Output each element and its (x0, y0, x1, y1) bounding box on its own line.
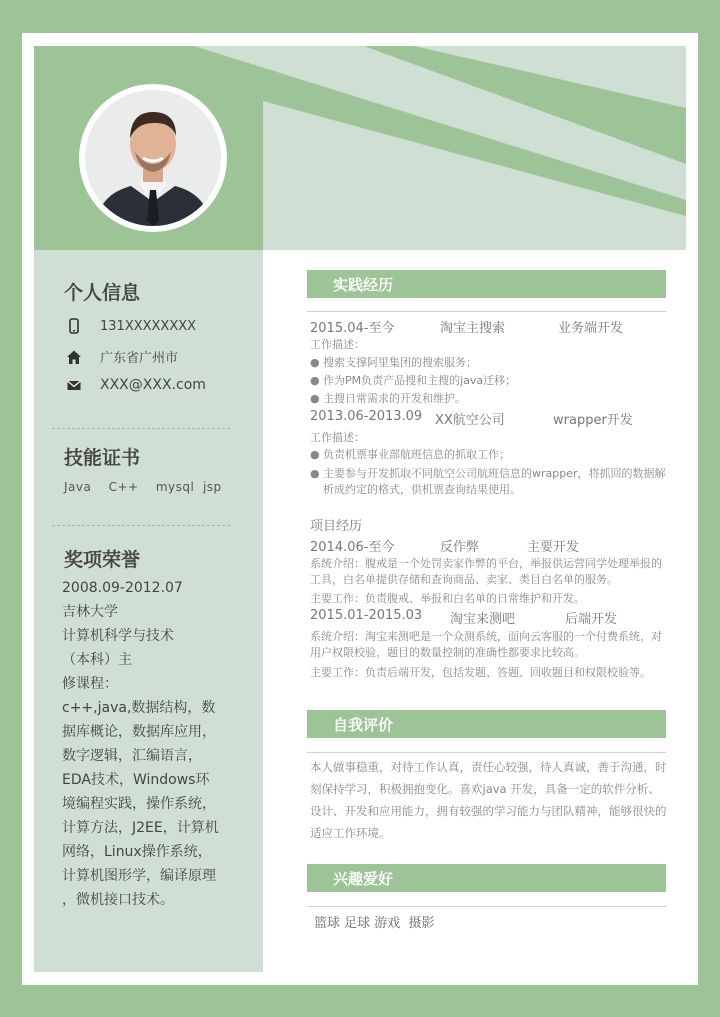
awards-title: 奖项荣誉 (64, 549, 141, 571)
education-line: 修课程： (62, 676, 118, 692)
project-intro: 系统介绍：腹戒是一个处罚卖家作弊的平台，举报供运营同学处理举报的工具，白名单提供存储和查询商品、卖家、类目白名单的服务。 (310, 557, 662, 586)
divider (307, 752, 666, 753)
project-date: 2015.01-2015.03 (310, 608, 423, 623)
divider (307, 311, 666, 312)
address-row (66, 347, 178, 366)
phone-number: 131XXXXXXXX (100, 318, 197, 334)
job-date: 2015.04-至今 (310, 321, 395, 336)
phone-icon (66, 318, 82, 334)
person-photo-icon (85, 90, 221, 226)
divider (307, 906, 666, 907)
avatar (79, 84, 227, 232)
email: XXX@XXX.com (100, 377, 206, 393)
project-date: 2014.06-至今 (310, 540, 395, 555)
job-company: 淘宝主搜索 (440, 321, 506, 336)
job-bullet: ● 主搜日常需求的开发和维护。 (310, 392, 466, 405)
email-row (66, 377, 206, 393)
job-bullet: ● 作为PM负责产品搜和主搜的java迁移； (310, 374, 517, 387)
project-name: 反作弊 (440, 540, 480, 555)
education-line: 计算机科学与技术 (62, 628, 174, 644)
job-company: XX航空公司 (435, 413, 505, 428)
education-line: （本科）主 (62, 652, 132, 668)
education-line: 据库概论，数据库应用， (62, 724, 216, 740)
job-role: 业务端开发 (558, 321, 624, 336)
project-name: 淘宝来测吧 (450, 612, 516, 627)
skills-list: Java C++ mysql jsp (64, 480, 222, 494)
hobby-title: 兴趣爱好 (333, 870, 394, 888)
job-row (310, 317, 623, 336)
self-eval-title-bar (307, 710, 666, 738)
hobby-text: 篮球 足球 游戏 摄影 (314, 916, 435, 931)
job-desc-label: 工作描述： (310, 338, 365, 351)
education-line: EDA技术，Windows环 (62, 772, 210, 788)
project-intro: 系统介绍：淘宝来测吧是一个众测系统，面向云客服的一个付费系统，对用户权限校验，题目的数量控制的准确性都要求比较高。 (310, 630, 662, 659)
self-eval-text: 本人做事稳重，对待工作认真，责任心较强，待人真诚，善于沟通，时刻保持学习，积极拥抱变化。喜欢java 开发，具备一定的软件分析、设计、开发和应用能力，拥有较强的学习能力与团队精神，能够很快的适应工作环境。 (310, 760, 667, 840)
education-line: 网络，Linux操作系统， (62, 844, 212, 860)
education-line: 计算机图形学，编译原理 (62, 868, 216, 884)
resume-page (22, 33, 698, 985)
education-line: 计算方法，J2EE，计算机 (62, 820, 219, 836)
job-bullet: ● 主要参与开发抓取不同航空公司航班信息的wrapper，将抓回的数据解析成约定的格式，供机票查询结果使用。 (310, 467, 666, 496)
project-row (310, 536, 579, 555)
address: 广东省广州市 (100, 351, 179, 366)
project-work: 主要工作：负责后端开发，包括发题、答题、回收题目和权限校验等。 (310, 666, 651, 679)
project-role: 主要开发 (527, 540, 580, 555)
project-row (310, 608, 617, 627)
education-line: ，微机接口技术。 (62, 892, 174, 908)
job-desc-label: 工作描述： (310, 431, 365, 444)
project-section-title: 项目经历 (310, 519, 363, 534)
practice-title-bar (307, 270, 666, 298)
job-bullet: ● 搜索支撑阿里集团的搜索服务； (310, 356, 477, 369)
job-date: 2013.06-2013.09 (310, 409, 423, 424)
header-banner (34, 46, 686, 250)
self-eval-title: 自我评价 (333, 716, 394, 734)
divider (52, 525, 230, 526)
project-work: 主要工作：负责腹戒、举报和白名单的日常维护和开发。 (310, 592, 585, 605)
education-line: 境编程实践，操作系统， (62, 796, 216, 812)
job-role: wrapper开发 (553, 413, 633, 428)
skills-title: 技能证书 (64, 447, 141, 469)
education-block (62, 576, 242, 912)
hobby-title-bar (307, 864, 666, 892)
education-line: 吉林大学 (62, 604, 118, 620)
home-icon (66, 349, 82, 365)
job-bullet: ● 负责机票事业部航班信息的抓取工作； (310, 448, 510, 461)
phone-row (66, 318, 196, 334)
project-role: 后端开发 (565, 612, 618, 627)
job-row (310, 409, 633, 428)
divider (52, 428, 230, 429)
mail-icon (66, 377, 82, 393)
personal-info-title: 个人信息 (64, 282, 141, 304)
education-line: c++,java,数据结构，数 (62, 700, 216, 716)
practice-title: 实践经历 (333, 276, 394, 294)
education-line: 2008.09-2012.07 (62, 580, 183, 596)
education-line: 数字逻辑，汇编语言， (62, 748, 202, 764)
